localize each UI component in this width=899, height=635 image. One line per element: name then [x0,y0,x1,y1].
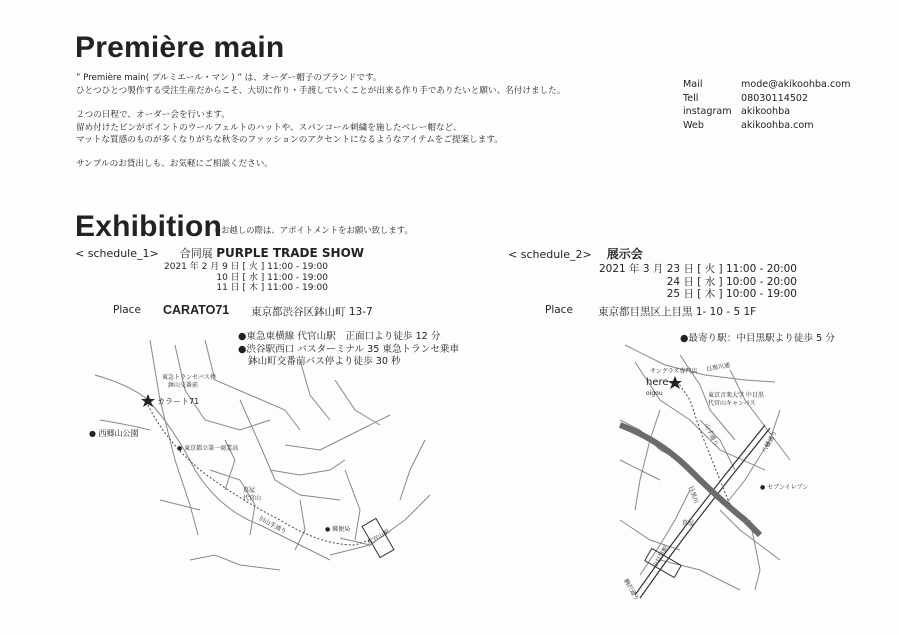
schedule1-name: PURPLE TRADE SHOW [216,246,365,260]
map2-seven: ● セブンイレブン [760,484,809,491]
text-line: ” Première main( プルミエール・マン ) ” は、オーダー帽子のブランドです。 [76,73,382,83]
map1-station: 代官山駅 [366,528,391,547]
map-label: 代官山 [243,495,262,502]
exhibition-note: ※お越しの際は、アポイトメントをお願い致します。 [214,225,413,235]
map1-school: ● 東京都立第一商業高 [177,445,239,452]
schedule2-address: 東京都目黒区上目黒 1- 10 - 5 1F [598,306,757,318]
brand-paragraph-3: サンプルのお貸出しも、お気軽にご相談ください。 [76,159,273,169]
schedule2-date-row: 2021 年 3 月 23 日 [ 火 ] 11:00 - 20:00 [599,263,797,275]
map-label: 代官山キャンパス [708,400,756,407]
map-label: 蔦屋 [243,487,256,494]
schedule1-prefix: 合同展 [179,247,213,260]
map2-sunglass: サングラス専門店 [650,368,698,375]
map-label: 東急トランセバス停 [162,374,217,381]
access-line: ●渋谷駅西口 バスターミナル 35 東急トランセ乗車 [238,343,460,355]
contact-value[interactable]: akikoohba [741,106,791,117]
contact-label: Tell [683,92,699,104]
schedule2-date-row: 24 日 [ 水 ] 10:00 - 20:00 [666,275,797,288]
map-here-label: here [646,377,669,388]
contact-label: Web [683,119,704,131]
schedule1-address: 東京都渋谷区鉢山町 13-7 [251,306,373,318]
contact-label: instagram [683,106,732,117]
map2-yamate: 山手通り [702,422,720,448]
text-line: マットな質感のものが多くなりがちな秋冬のファッションのアクセントになるようなアイテムをご提案します。 [76,135,503,145]
map2-komazawa-dori: 駒沢通り [622,577,641,603]
map-label: 東京音楽大学 中目黒 [708,392,764,399]
map1-carato: カラート71 [157,397,200,406]
here-star-icon [668,376,682,389]
schedule1-tag: < schedule_1> [75,247,159,260]
map2-here [646,377,669,399]
schedule1-place-name: CARATO71 [163,303,230,317]
access-line: 鉢山町交番前バス停より徒歩 30 秒 [248,356,401,367]
schedule2-access: ●最寄り駅：中目黒駅より徒歩 5 分 [680,333,835,344]
map1-park: ● 西郷山公園 [89,429,139,438]
map-here-sub: oigou [646,390,663,397]
schedule1-date-row: 11 日 [ 木 ] 11:00 - 19:00 [216,283,328,293]
schedule1-date-row: 2021 年 2 月 9 日 [ 火 ] 11:00 - 19:00 [164,262,328,272]
schedule1-date-row: 10 日 [ 水 ] 11:00 - 19:00 [216,272,328,283]
map2-tsutaya: 蔦屋 [682,520,695,527]
schedule2-tag: < schedule_2> [508,248,592,261]
contact-value[interactable]: akikoohba.com [741,119,814,131]
schedule2-name: 展示会 [606,247,643,261]
schedule2-date-row: 25 日 [ 木 ] 10:00 - 19:00 [666,288,797,300]
contact-label: Mail [683,79,703,90]
access-line: ●東急東横線 代官山駅 正面口より徒歩 12 分 [238,331,441,342]
map1-post: ● 郵便局 [325,526,351,533]
map2-station: 中目黒駅 [651,544,670,570]
schedule2-place-label: Place [545,304,573,316]
text-line: 留め付けたピンがポイントのウールフェルトのハットや、スパンコール刺繍を施したベレー帽など、 [76,122,462,133]
map2-meguro-river: 目黒川 [686,485,700,505]
brand-title: Première main [75,31,285,64]
exhibition-title: Exhibition [75,210,222,243]
contact-value[interactable]: 08030114502 [741,92,809,104]
map-label: 鉢山交番前 [168,381,199,389]
map2-komazawa: 目黒川通 [705,361,731,374]
map1-street: 旧山手通り [257,515,288,536]
map2-university [708,392,764,408]
schedule1-place-label: Place [113,304,141,316]
text-line: ひとつひとつ製作する受注生産だからこそ、大切に作り・手渡していくことが出来る作り手でありたいと願い、名付けました。 [76,85,566,96]
map2-hachiman: 八幡通り [760,429,779,455]
text-line: ２つの日程で、オーダー会を行います。 [76,110,230,120]
contact-value[interactable]: mode@akikoohba.com [741,79,851,90]
